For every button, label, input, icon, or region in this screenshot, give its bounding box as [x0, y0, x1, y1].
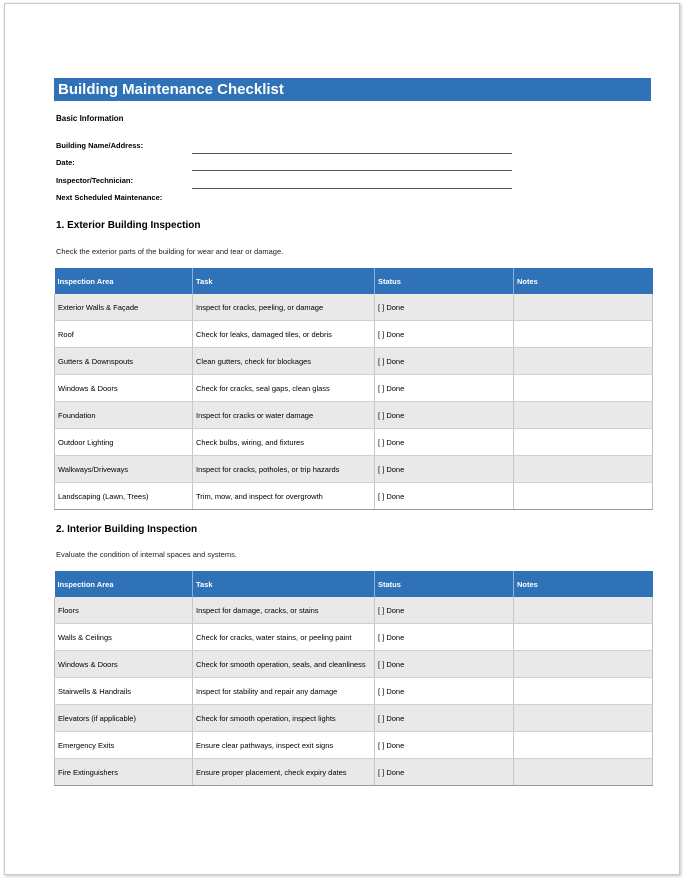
notes-cell[interactable]: [514, 429, 653, 456]
interior-section-heading: 2. Interior Building Inspection: [56, 524, 198, 535]
status-cell[interactable]: [ ] Done: [375, 375, 514, 402]
table-row: [55, 483, 653, 510]
table-header-row: [55, 571, 653, 597]
next-maintenance-label: Next Scheduled Maintenance:: [56, 193, 163, 202]
interior-section-description: Evaluate the condition of internal spaces and systems.: [56, 550, 237, 559]
column-header-status: Status: [375, 268, 514, 294]
exterior-section-heading: 1. Exterior Building Inspection: [56, 220, 201, 231]
inspection-area-cell: Fire Extinguishers: [55, 759, 193, 786]
column-header-notes: Notes: [514, 268, 653, 294]
status-cell[interactable]: [ ] Done: [375, 483, 514, 510]
status-cell[interactable]: [ ] Done: [375, 402, 514, 429]
notes-cell[interactable]: [514, 483, 653, 510]
date-field[interactable]: [192, 170, 512, 171]
table-header-row: [55, 268, 653, 294]
notes-cell[interactable]: [514, 348, 653, 375]
inspection-area-cell: Emergency Exits: [55, 732, 193, 759]
inspection-area-cell: Outdoor Lighting: [55, 429, 193, 456]
notes-cell[interactable]: [514, 705, 653, 732]
task-cell: Inspect for cracks, peeling, or damage: [193, 294, 375, 321]
table-row: [55, 705, 653, 732]
task-cell: Clean gutters, check for blockages: [193, 348, 375, 375]
building-name-field[interactable]: [192, 153, 512, 154]
date-label: Date:: [56, 158, 75, 167]
task-cell: Inspect for damage, cracks, or stains: [193, 597, 375, 624]
interior-inspection-table: [54, 571, 653, 786]
task-cell: Check bulbs, wiring, and fixtures: [193, 429, 375, 456]
task-cell: Inspect for stability and repair any damage: [193, 678, 375, 705]
column-header-task: Task: [193, 268, 375, 294]
table-row: [55, 651, 653, 678]
inspection-area-cell: Floors: [55, 597, 193, 624]
inspection-area-cell: Elevators (if applicable): [55, 705, 193, 732]
table-row: [55, 678, 653, 705]
task-cell: Check for smooth operation, seals, and cleanliness: [193, 651, 375, 678]
inspection-area-cell: Exterior Walls & Façade: [55, 294, 193, 321]
status-cell[interactable]: [ ] Done: [375, 732, 514, 759]
inspector-field[interactable]: [192, 188, 512, 189]
status-cell[interactable]: [ ] Done: [375, 759, 514, 786]
status-cell[interactable]: [ ] Done: [375, 597, 514, 624]
status-cell[interactable]: [ ] Done: [375, 429, 514, 456]
notes-cell[interactable]: [514, 624, 653, 651]
column-header-status: Status: [375, 571, 514, 597]
exterior-section-description: Check the exterior parts of the building for wear and tear or damage.: [56, 247, 284, 256]
basic-info-heading: Basic Information: [56, 114, 124, 123]
status-cell[interactable]: [ ] Done: [375, 348, 514, 375]
status-cell[interactable]: [ ] Done: [375, 294, 514, 321]
table-row: [55, 429, 653, 456]
notes-cell[interactable]: [514, 759, 653, 786]
table-row: [55, 597, 653, 624]
table-row: [55, 348, 653, 375]
task-cell: Trim, mow, and inspect for overgrowth: [193, 483, 375, 510]
table-row: [55, 375, 653, 402]
inspector-label: Inspector/Technician:: [56, 176, 133, 185]
notes-cell[interactable]: [514, 402, 653, 429]
notes-cell[interactable]: [514, 321, 653, 348]
status-cell[interactable]: [ ] Done: [375, 678, 514, 705]
inspection-area-cell: Windows & Doors: [55, 375, 193, 402]
task-cell: Ensure clear pathways, inspect exit signs: [193, 732, 375, 759]
column-header-inspection-area: Inspection Area: [55, 571, 193, 597]
task-cell: Check for cracks, seal gaps, clean glass: [193, 375, 375, 402]
notes-cell[interactable]: [514, 678, 653, 705]
notes-cell[interactable]: [514, 456, 653, 483]
status-cell[interactable]: [ ] Done: [375, 705, 514, 732]
status-cell[interactable]: [ ] Done: [375, 321, 514, 348]
column-header-inspection-area: Inspection Area: [55, 268, 193, 294]
inspection-area-cell: Landscaping (Lawn, Trees): [55, 483, 193, 510]
task-cell: Check for cracks, water stains, or peeling paint: [193, 624, 375, 651]
exterior-inspection-table: [54, 268, 653, 510]
inspection-area-cell: Walkways/Driveways: [55, 456, 193, 483]
inspection-area-cell: Walls & Ceilings: [55, 624, 193, 651]
status-cell[interactable]: [ ] Done: [375, 456, 514, 483]
table-row: [55, 402, 653, 429]
status-cell[interactable]: [ ] Done: [375, 624, 514, 651]
status-cell[interactable]: [ ] Done: [375, 651, 514, 678]
inspection-area-cell: Windows & Doors: [55, 651, 193, 678]
column-header-notes: Notes: [514, 571, 653, 597]
task-cell: Check for smooth operation, inspect lights: [193, 705, 375, 732]
notes-cell[interactable]: [514, 375, 653, 402]
notes-cell[interactable]: [514, 294, 653, 321]
task-cell: Inspect for cracks or water damage: [193, 402, 375, 429]
inspection-area-cell: Roof: [55, 321, 193, 348]
table-row: [55, 294, 653, 321]
table-row: [55, 732, 653, 759]
task-cell: Check for leaks, damaged tiles, or debris: [193, 321, 375, 348]
column-header-task: Task: [193, 571, 375, 597]
building-name-label: Building Name/Address:: [56, 141, 144, 150]
inspection-area-cell: Gutters & Downspouts: [55, 348, 193, 375]
task-cell: Inspect for cracks, potholes, or trip hazards: [193, 456, 375, 483]
task-cell: Ensure proper placement, check expiry dates: [193, 759, 375, 786]
document-title: Building Maintenance Checklist: [54, 78, 651, 101]
inspection-area-cell: Foundation: [55, 402, 193, 429]
table-row: [55, 321, 653, 348]
notes-cell[interactable]: [514, 597, 653, 624]
inspection-area-cell: Stairwells & Handrails: [55, 678, 193, 705]
notes-cell[interactable]: [514, 732, 653, 759]
table-row: [55, 759, 653, 786]
notes-cell[interactable]: [514, 651, 653, 678]
table-row: [55, 456, 653, 483]
table-row: [55, 624, 653, 651]
document-page: [4, 3, 680, 875]
